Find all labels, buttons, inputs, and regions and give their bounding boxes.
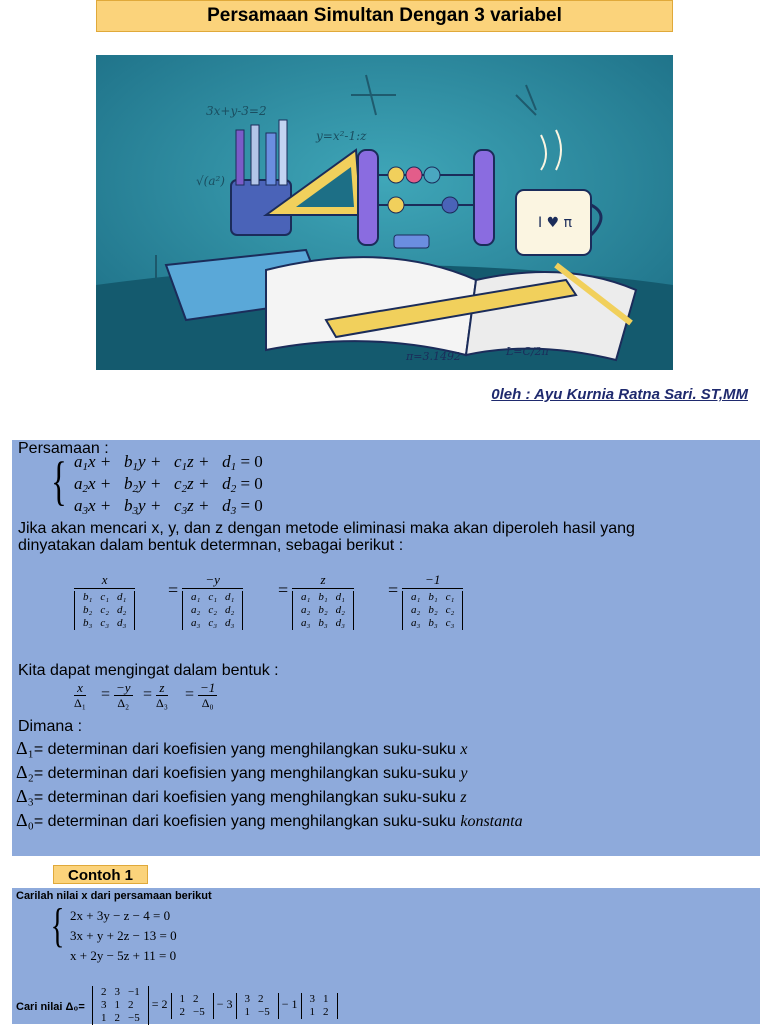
delta-fraction-denominator: Δ₂ bbox=[117, 696, 130, 710]
minor-determinant-1: 1 2 2 −5 bbox=[171, 993, 214, 1019]
persamaan-label: Persamaan : bbox=[18, 440, 109, 457]
left-brace: { bbox=[51, 451, 67, 511]
equals-sign: = bbox=[168, 580, 179, 600]
determinant-matrix: a₁ b₁ c₁ a₂ b₂ c₂ a₃ b₃ c₃ bbox=[402, 591, 463, 630]
example-panel bbox=[12, 888, 760, 1024]
example-equation-3: x + 2y − 5z + 11 = 0 bbox=[70, 948, 177, 963]
delta-fraction-denominator: Δ₀ bbox=[201, 696, 214, 710]
delta-fraction bbox=[74, 681, 86, 710]
intro-text-line-1: Jika akan mencari x, y, dan z dengan metode eliminasi maka akan diperoleh hasil yang bbox=[18, 520, 635, 537]
delta-definition bbox=[16, 762, 467, 783]
example-label: Contoh 1 bbox=[53, 865, 148, 884]
main-determinant: 2 3 −1 3 1 2 1 2 −5 bbox=[92, 986, 149, 1025]
delta-symbol: Δ₀ bbox=[16, 810, 34, 830]
determinant-matrix: a₁ c₁ d₁ a₂ c₂ d₂ a₃ c₃ d₃ bbox=[182, 591, 243, 630]
example-equation-2: 3x + y + 2z − 13 = 0 bbox=[70, 928, 177, 943]
theory-panel bbox=[12, 440, 760, 856]
example-equation-1: 2x + 3y − z − 4 = 0 bbox=[70, 908, 171, 923]
delta-variable: x bbox=[460, 741, 468, 758]
delta-description: = determinan dari koefisien yang menghilangkan suku-suku bbox=[33, 789, 461, 806]
equals-sign: = bbox=[388, 580, 399, 600]
delta-fraction-denominator: Δ₃ bbox=[156, 696, 168, 710]
expansion-term-2: − 3 bbox=[213, 997, 236, 1011]
delta-fraction-numerator: x bbox=[74, 681, 86, 696]
expansion-term-3: − 1 bbox=[278, 997, 301, 1011]
delta-variable: y bbox=[460, 765, 468, 782]
eraser-icon bbox=[394, 235, 429, 248]
determinant-matrix: a₁ b₁ d₁ a₂ b₂ d₂ a₃ b₃ d₃ bbox=[292, 591, 354, 630]
equals-sign: = bbox=[278, 580, 289, 600]
board-formula-1: 3x+y-3=2 bbox=[206, 104, 267, 118]
delta-fraction bbox=[114, 681, 133, 710]
fraction-numerator: x bbox=[74, 572, 135, 589]
intro-text-line-2: dinyatakan dalam bentuk determnan, sebagai berikut : bbox=[18, 537, 404, 554]
cari-label: Cari nilai Δ₀= bbox=[16, 1001, 85, 1013]
delta-symbol: Δ₃ bbox=[16, 786, 34, 806]
fraction-numerator: −1 bbox=[402, 572, 463, 589]
delta-definition bbox=[16, 810, 523, 831]
delta-fraction bbox=[198, 681, 217, 710]
delta-symbol: Δ₁ bbox=[16, 738, 34, 758]
board-formula-3: √(a²) bbox=[196, 174, 225, 188]
equals-sign: = bbox=[185, 686, 195, 703]
determinant-fraction bbox=[74, 572, 135, 635]
delta-symbol: Δ₂ bbox=[16, 762, 34, 782]
equation-row-3: $a_3x + b_3y + c_3z + d_3 = 0$ bbox=[74, 496, 263, 517]
determinant-matrix: b₁ c₁ d₁ b₂ c₂ d₂ b₃ c₃ d₃ bbox=[74, 591, 135, 630]
ingat-label: Kita dapat mengingat dalam bentuk : bbox=[18, 662, 279, 679]
delta-fraction-denominator: Δ₁ bbox=[74, 696, 86, 710]
determinant-fraction bbox=[402, 572, 463, 635]
page-title: Persamaan Simultan Dengan 3 variabel bbox=[96, 0, 673, 32]
delta-definition bbox=[16, 738, 467, 759]
math-desk-illustration bbox=[96, 55, 673, 370]
minor-determinant-3: 3 1 1 2 bbox=[301, 993, 338, 1019]
example-prompt: Carilah nilai x dari persamaan berikut bbox=[16, 890, 212, 902]
delta-fraction-numerator: −y bbox=[116, 680, 131, 695]
equation-row-2: $a_2x + b_2y + c_2z + d_2 = 0$ bbox=[74, 474, 263, 495]
determinant-fraction bbox=[292, 572, 354, 635]
expansion-coefficient: = 2 bbox=[148, 997, 171, 1011]
delta-definition bbox=[16, 786, 467, 807]
fraction-numerator: z bbox=[292, 572, 354, 589]
dimana-label: Dimana : bbox=[18, 718, 83, 735]
equation-row-1: $a_1x + b_1y + c_1z + d_1 = 0$ bbox=[74, 452, 263, 473]
delta-description: = determinan dari koefisien yang menghilangkan suku-suku bbox=[33, 741, 461, 758]
equals-sign: = bbox=[143, 686, 153, 703]
minor-determinant-2: 3 2 1 −5 bbox=[236, 993, 279, 1019]
example-brace: { bbox=[50, 899, 65, 952]
book-formula-2: L=C/2π bbox=[506, 345, 549, 358]
board-formula-2: y=x²-1:z bbox=[316, 129, 367, 143]
determinant-fraction bbox=[182, 572, 243, 635]
book-formula-1: π=3.1492 bbox=[406, 350, 461, 363]
delta-description: = determinan dari koefisien yang menghilangkan suku-suku bbox=[33, 813, 461, 830]
delta-variable: z bbox=[460, 789, 467, 806]
mug-label: I ♥ π bbox=[538, 215, 573, 231]
delta-fraction bbox=[156, 681, 168, 710]
fraction-numerator: −y bbox=[182, 572, 243, 589]
delta-fraction-numerator: z bbox=[156, 681, 168, 696]
delta-variable: konstanta bbox=[460, 813, 523, 830]
equals-sign: = bbox=[101, 686, 111, 703]
delta-fraction-numerator: −1 bbox=[200, 680, 216, 695]
author-link[interactable]: 0leh : Ayu Kurnia Ratna Sari. ST,MM bbox=[491, 386, 748, 403]
delta-description: = determinan dari koefisien yang menghilangkan suku-suku bbox=[33, 765, 461, 782]
